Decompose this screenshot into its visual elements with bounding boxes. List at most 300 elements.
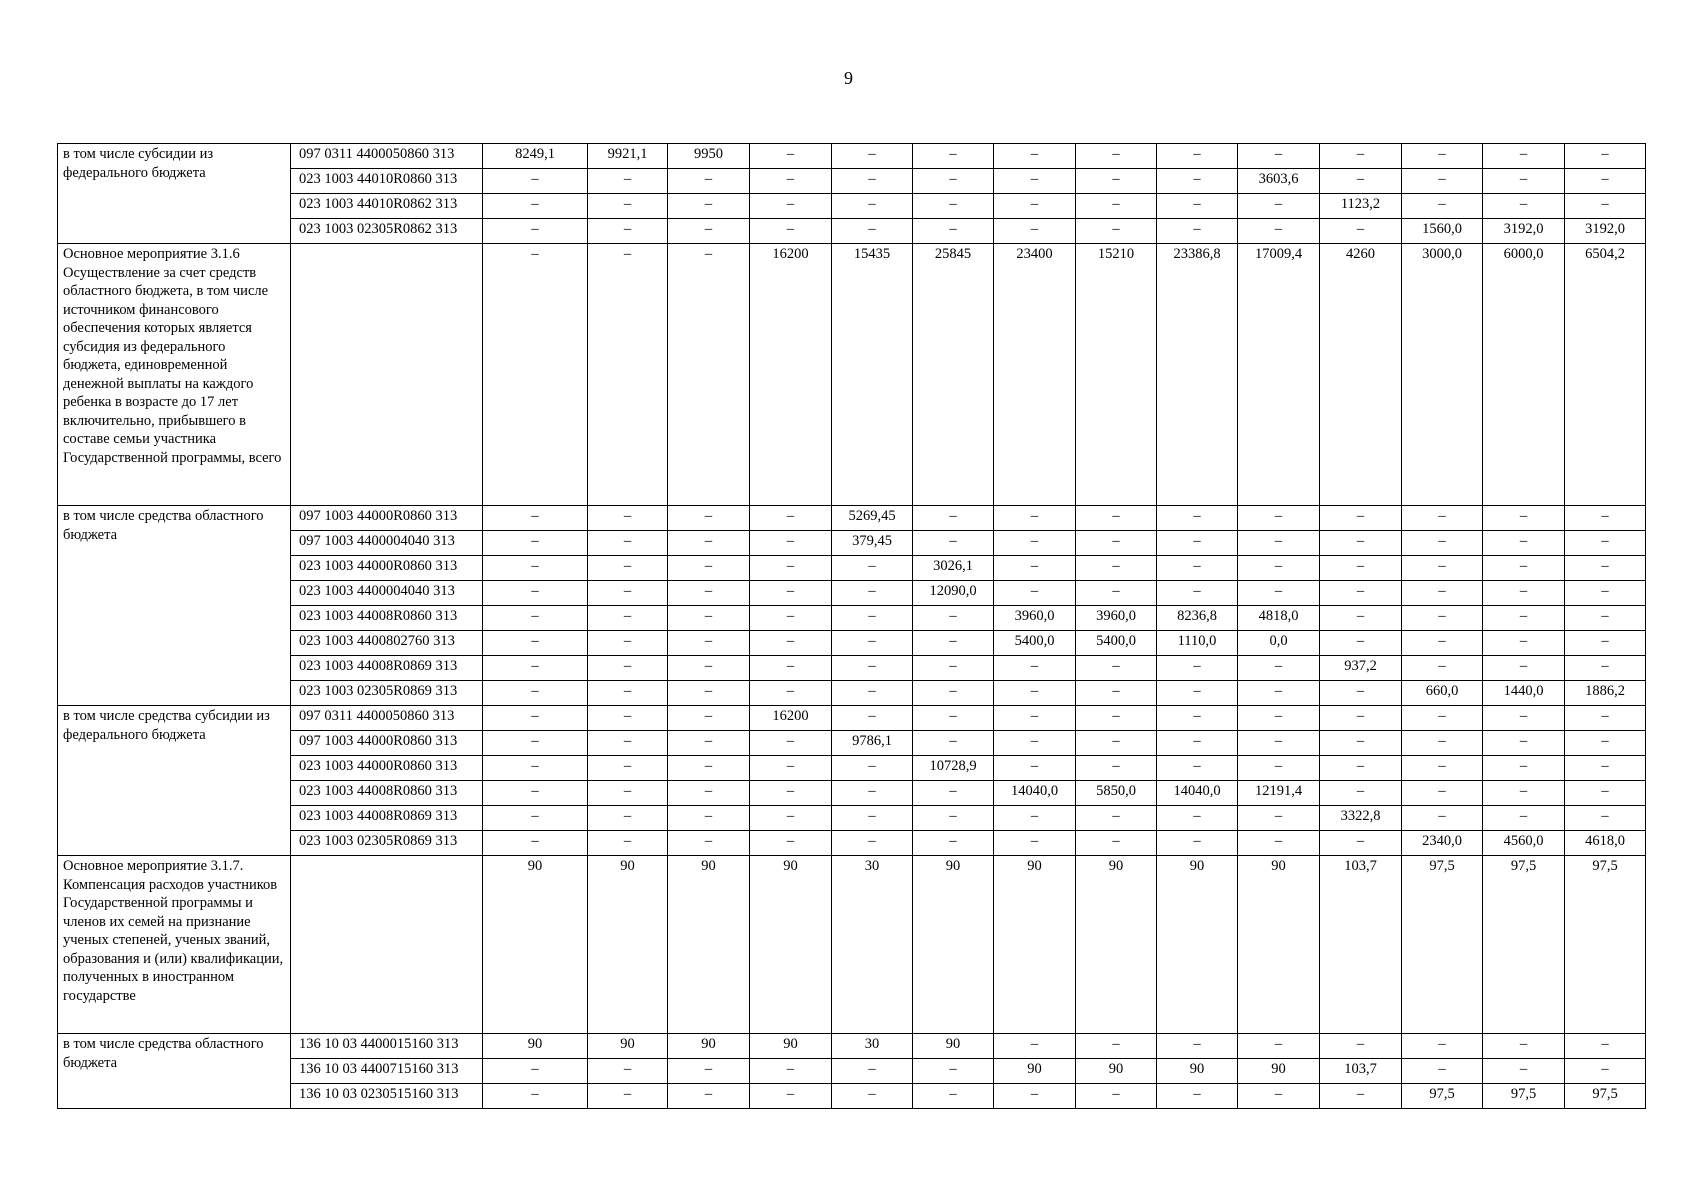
value-cell: – xyxy=(750,194,832,219)
table-row xyxy=(58,731,1646,756)
value-cell: – xyxy=(668,194,750,219)
value-cell: – xyxy=(588,656,668,681)
value-cell: – xyxy=(1402,706,1483,731)
value-cell: – xyxy=(1402,506,1483,531)
value-cell: – xyxy=(1238,656,1320,681)
value-cell: – xyxy=(994,831,1076,856)
value-cell: – xyxy=(1238,731,1320,756)
value-cell: – xyxy=(832,781,913,806)
value-cell: – xyxy=(1076,1034,1157,1059)
budget-code: 023 1003 02305R0869 313 xyxy=(291,681,483,706)
value-cell: – xyxy=(1320,219,1402,244)
value-cell: – xyxy=(483,506,588,531)
budget-code: 097 0311 4400050860 313 xyxy=(291,144,483,169)
value-cell: – xyxy=(1157,506,1238,531)
value-cell: – xyxy=(1565,706,1646,731)
value-cell: 23400 xyxy=(994,244,1076,506)
value-cell: – xyxy=(1157,681,1238,706)
value-cell: – xyxy=(1320,731,1402,756)
table-row xyxy=(58,219,1646,244)
budget-code: 023 1003 44008R0860 313 xyxy=(291,781,483,806)
value-cell: – xyxy=(483,731,588,756)
value-cell: 5269,45 xyxy=(832,506,913,531)
value-cell: – xyxy=(1238,556,1320,581)
budget-code: 097 0311 4400050860 313 xyxy=(291,706,483,731)
value-cell: – xyxy=(588,506,668,531)
value-cell: – xyxy=(1320,631,1402,656)
value-cell: 1123,2 xyxy=(1320,194,1402,219)
value-cell: 3026,1 xyxy=(913,556,994,581)
value-cell: 90 xyxy=(668,856,750,1034)
value-cell: – xyxy=(1238,194,1320,219)
value-cell: – xyxy=(588,631,668,656)
value-cell: – xyxy=(483,169,588,194)
value-cell: – xyxy=(1076,731,1157,756)
value-cell: 97,5 xyxy=(1483,856,1565,1034)
value-cell: – xyxy=(483,531,588,556)
value-cell: – xyxy=(1320,706,1402,731)
value-cell: 90 xyxy=(1157,1059,1238,1084)
value-cell: – xyxy=(1402,1059,1483,1084)
value-cell: 4260 xyxy=(1320,244,1402,506)
value-cell: – xyxy=(1402,581,1483,606)
value-cell: – xyxy=(913,194,994,219)
value-cell: 90 xyxy=(668,1034,750,1059)
value-cell: – xyxy=(913,606,994,631)
value-cell: – xyxy=(1238,144,1320,169)
value-cell: – xyxy=(1565,731,1646,756)
value-cell: – xyxy=(832,1059,913,1084)
value-cell: – xyxy=(1238,506,1320,531)
value-cell: 16200 xyxy=(750,244,832,506)
row-description: Основное мероприятие 3.1.6 Осуществление за счет средств областного бюджета, в том числе источником финансового обеспечения которых является субсидия из федерального бюджета, единовременной денежной выплаты на каждого ребенка в возрасте до 17 лет включительно, прибывшего в составе семьи участника Государственной программы, всего xyxy=(58,244,291,506)
value-cell: – xyxy=(1402,531,1483,556)
value-cell: 90 xyxy=(483,856,588,1034)
value-cell: – xyxy=(1157,169,1238,194)
value-cell: – xyxy=(994,756,1076,781)
value-cell: – xyxy=(483,756,588,781)
value-cell: – xyxy=(913,706,994,731)
value-cell: 90 xyxy=(1076,856,1157,1034)
value-cell: – xyxy=(832,581,913,606)
value-cell: – xyxy=(588,606,668,631)
value-cell: – xyxy=(1483,581,1565,606)
value-cell: – xyxy=(1076,656,1157,681)
value-cell: 97,5 xyxy=(1402,1084,1483,1109)
budget-code: 023 1003 44008R0869 313 xyxy=(291,656,483,681)
table-row xyxy=(58,631,1646,656)
value-cell: – xyxy=(994,681,1076,706)
table-row xyxy=(58,1084,1646,1109)
budget-code: 023 1003 02305R0869 313 xyxy=(291,831,483,856)
value-cell: 1560,0 xyxy=(1402,219,1483,244)
value-cell: – xyxy=(994,144,1076,169)
value-cell: – xyxy=(483,219,588,244)
value-cell: – xyxy=(750,731,832,756)
value-cell: – xyxy=(1483,656,1565,681)
value-cell: 3192,0 xyxy=(1565,219,1646,244)
value-cell: 3322,8 xyxy=(1320,806,1402,831)
value-cell: 30 xyxy=(832,1034,913,1059)
value-cell: – xyxy=(483,681,588,706)
value-cell: – xyxy=(1402,781,1483,806)
value-cell: – xyxy=(994,169,1076,194)
budget-code: 136 10 03 0230515160 313 xyxy=(291,1084,483,1109)
value-cell: – xyxy=(1565,781,1646,806)
budget-code: 023 1003 4400004040 313 xyxy=(291,581,483,606)
value-cell: – xyxy=(668,656,750,681)
value-cell: – xyxy=(994,1034,1076,1059)
budget-code: 023 1003 44000R0860 313 xyxy=(291,556,483,581)
value-cell: – xyxy=(1483,556,1565,581)
table-row xyxy=(58,856,1646,1034)
value-cell: – xyxy=(1483,756,1565,781)
value-cell: – xyxy=(1483,506,1565,531)
value-cell: – xyxy=(1157,219,1238,244)
value-cell: 14040,0 xyxy=(994,781,1076,806)
value-cell: – xyxy=(1238,706,1320,731)
value-cell: – xyxy=(913,681,994,706)
value-cell: – xyxy=(1157,706,1238,731)
value-cell: 4818,0 xyxy=(1238,606,1320,631)
value-cell: 5400,0 xyxy=(1076,631,1157,656)
value-cell: – xyxy=(668,681,750,706)
value-cell: – xyxy=(750,831,832,856)
value-cell: – xyxy=(832,194,913,219)
value-cell: – xyxy=(1076,831,1157,856)
value-cell: 97,5 xyxy=(1565,856,1646,1034)
value-cell: – xyxy=(483,244,588,506)
value-cell: 90 xyxy=(588,856,668,1034)
value-cell: – xyxy=(1402,144,1483,169)
value-cell: – xyxy=(913,781,994,806)
value-cell: – xyxy=(832,681,913,706)
value-cell: 103,7 xyxy=(1320,1059,1402,1084)
value-cell: 97,5 xyxy=(1483,1084,1565,1109)
value-cell: – xyxy=(588,731,668,756)
table-row xyxy=(58,144,1646,169)
value-cell: 90 xyxy=(1076,1059,1157,1084)
value-cell: – xyxy=(483,781,588,806)
table-row xyxy=(58,244,1646,506)
value-cell: 4618,0 xyxy=(1565,831,1646,856)
value-cell: – xyxy=(668,169,750,194)
value-cell: – xyxy=(483,631,588,656)
value-cell: – xyxy=(1483,606,1565,631)
budget-code: 097 1003 44000R0860 313 xyxy=(291,506,483,531)
value-cell: – xyxy=(994,219,1076,244)
value-cell: 5400,0 xyxy=(994,631,1076,656)
value-cell: – xyxy=(1483,781,1565,806)
value-cell: 9921,1 xyxy=(588,144,668,169)
value-cell: – xyxy=(750,781,832,806)
value-cell: – xyxy=(750,169,832,194)
value-cell: – xyxy=(1483,144,1565,169)
value-cell: – xyxy=(483,806,588,831)
value-cell: – xyxy=(483,606,588,631)
table-row xyxy=(58,756,1646,781)
value-cell: – xyxy=(1320,1084,1402,1109)
value-cell: – xyxy=(1402,756,1483,781)
value-cell: – xyxy=(1157,1084,1238,1109)
value-cell: – xyxy=(1238,581,1320,606)
value-cell: 0,0 xyxy=(1238,631,1320,656)
value-cell: 15435 xyxy=(832,244,913,506)
value-cell: – xyxy=(913,169,994,194)
value-cell: – xyxy=(1320,1034,1402,1059)
value-cell: – xyxy=(1565,581,1646,606)
value-cell: – xyxy=(1483,1034,1565,1059)
value-cell: – xyxy=(750,506,832,531)
value-cell: – xyxy=(1402,606,1483,631)
value-cell: – xyxy=(913,631,994,656)
value-cell: – xyxy=(668,781,750,806)
value-cell: 90 xyxy=(994,856,1076,1034)
value-cell: – xyxy=(668,1059,750,1084)
budget-code: 023 1003 44008R0860 313 xyxy=(291,606,483,631)
value-cell: – xyxy=(668,806,750,831)
budget-code: 023 1003 44010R0862 313 xyxy=(291,194,483,219)
value-cell: – xyxy=(588,556,668,581)
value-cell: – xyxy=(1076,706,1157,731)
value-cell: – xyxy=(1402,169,1483,194)
value-cell: – xyxy=(588,706,668,731)
table-row xyxy=(58,169,1646,194)
value-cell: 9950 xyxy=(668,144,750,169)
value-cell: – xyxy=(1483,731,1565,756)
value-cell: 6000,0 xyxy=(1483,244,1565,506)
value-cell: – xyxy=(994,656,1076,681)
value-cell: – xyxy=(668,506,750,531)
value-cell: – xyxy=(750,219,832,244)
value-cell: 25845 xyxy=(913,244,994,506)
value-cell: – xyxy=(913,806,994,831)
value-cell: 90 xyxy=(1157,856,1238,1034)
value-cell: – xyxy=(588,1084,668,1109)
value-cell: – xyxy=(832,756,913,781)
value-cell: – xyxy=(1565,169,1646,194)
value-cell: 90 xyxy=(588,1034,668,1059)
value-cell: – xyxy=(1565,631,1646,656)
value-cell: – xyxy=(1565,806,1646,831)
value-cell: – xyxy=(668,531,750,556)
value-cell: – xyxy=(832,831,913,856)
value-cell: – xyxy=(750,631,832,656)
value-cell: 937,2 xyxy=(1320,656,1402,681)
value-cell: – xyxy=(994,531,1076,556)
value-cell: – xyxy=(1402,731,1483,756)
value-cell: – xyxy=(588,581,668,606)
value-cell: – xyxy=(1565,606,1646,631)
table-row xyxy=(58,581,1646,606)
value-cell: – xyxy=(1157,531,1238,556)
value-cell: – xyxy=(750,756,832,781)
value-cell: 90 xyxy=(913,1034,994,1059)
value-cell: 660,0 xyxy=(1402,681,1483,706)
table-row xyxy=(58,806,1646,831)
value-cell: – xyxy=(668,1084,750,1109)
value-cell: – xyxy=(483,1059,588,1084)
value-cell: 90 xyxy=(913,856,994,1034)
value-cell: – xyxy=(913,731,994,756)
value-cell: – xyxy=(750,581,832,606)
value-cell: – xyxy=(483,1084,588,1109)
value-cell: – xyxy=(750,656,832,681)
value-cell: – xyxy=(1483,706,1565,731)
value-cell: 15210 xyxy=(1076,244,1157,506)
value-cell: – xyxy=(1238,1034,1320,1059)
value-cell: – xyxy=(832,169,913,194)
value-cell: 5850,0 xyxy=(1076,781,1157,806)
value-cell: – xyxy=(832,219,913,244)
row-description: в том числе субсидии из федерального бюджета xyxy=(58,144,291,244)
value-cell: – xyxy=(750,681,832,706)
value-cell: 8249,1 xyxy=(483,144,588,169)
value-cell: – xyxy=(1157,144,1238,169)
value-cell: – xyxy=(588,781,668,806)
value-cell: – xyxy=(588,531,668,556)
value-cell: 97,5 xyxy=(1402,856,1483,1034)
value-cell: – xyxy=(588,806,668,831)
value-cell: – xyxy=(832,706,913,731)
value-cell: – xyxy=(1483,631,1565,656)
value-cell: – xyxy=(1320,831,1402,856)
value-cell: – xyxy=(1565,194,1646,219)
value-cell: 103,7 xyxy=(1320,856,1402,1034)
value-cell: – xyxy=(1483,806,1565,831)
value-cell: – xyxy=(913,831,994,856)
value-cell: – xyxy=(832,631,913,656)
value-cell: – xyxy=(1076,681,1157,706)
budget-code xyxy=(291,244,483,506)
table-row xyxy=(58,194,1646,219)
value-cell: – xyxy=(1157,556,1238,581)
table-row xyxy=(58,1059,1646,1084)
page-number: 9 xyxy=(844,68,853,88)
value-cell: – xyxy=(668,756,750,781)
value-cell: – xyxy=(1157,1034,1238,1059)
value-cell: – xyxy=(1076,806,1157,831)
value-cell: – xyxy=(832,556,913,581)
value-cell: – xyxy=(1238,219,1320,244)
value-cell: – xyxy=(994,556,1076,581)
value-cell: 6504,2 xyxy=(1565,244,1646,506)
value-cell: – xyxy=(1483,169,1565,194)
value-cell: – xyxy=(832,1084,913,1109)
value-cell: – xyxy=(750,606,832,631)
value-cell: – xyxy=(1076,506,1157,531)
value-cell: – xyxy=(913,1059,994,1084)
value-cell: 2340,0 xyxy=(1402,831,1483,856)
value-cell: – xyxy=(1565,1034,1646,1059)
row-description: Основное мероприятие 3.1.7. Компенсация расходов участников Государственной программы и членов их семей на признание ученых степеней, ученых званий, образования и (или) квалификации, полученных в иностранном государстве xyxy=(58,856,291,1034)
value-cell: – xyxy=(668,731,750,756)
value-cell: 3192,0 xyxy=(1483,219,1565,244)
value-cell: – xyxy=(1565,756,1646,781)
value-cell: – xyxy=(483,656,588,681)
value-cell: – xyxy=(668,631,750,656)
value-cell: – xyxy=(913,1084,994,1109)
value-cell: – xyxy=(1076,194,1157,219)
value-cell: – xyxy=(483,194,588,219)
value-cell: – xyxy=(1402,1034,1483,1059)
value-cell: – xyxy=(1238,681,1320,706)
value-cell: – xyxy=(832,806,913,831)
value-cell: – xyxy=(483,706,588,731)
value-cell: 3000,0 xyxy=(1402,244,1483,506)
value-cell: – xyxy=(750,556,832,581)
value-cell: – xyxy=(994,731,1076,756)
value-cell: – xyxy=(1157,731,1238,756)
value-cell: – xyxy=(1157,581,1238,606)
value-cell: – xyxy=(1076,556,1157,581)
value-cell: – xyxy=(1402,656,1483,681)
value-cell: – xyxy=(913,219,994,244)
value-cell: – xyxy=(1320,531,1402,556)
value-cell: – xyxy=(994,706,1076,731)
value-cell: 90 xyxy=(750,856,832,1034)
value-cell: – xyxy=(1157,656,1238,681)
value-cell: – xyxy=(1565,531,1646,556)
value-cell: – xyxy=(1076,531,1157,556)
value-cell: – xyxy=(994,581,1076,606)
value-cell: – xyxy=(1157,806,1238,831)
value-cell: – xyxy=(588,681,668,706)
value-cell: – xyxy=(1157,194,1238,219)
value-cell: – xyxy=(668,556,750,581)
value-cell: – xyxy=(1076,169,1157,194)
value-cell: – xyxy=(1320,144,1402,169)
value-cell: – xyxy=(1076,1084,1157,1109)
budget-code: 023 1003 44000R0860 313 xyxy=(291,756,483,781)
value-cell: – xyxy=(750,1084,832,1109)
value-cell: 1440,0 xyxy=(1483,681,1565,706)
value-cell: – xyxy=(1320,556,1402,581)
value-cell: 90 xyxy=(1238,1059,1320,1084)
budget-code: 023 1003 44008R0869 313 xyxy=(291,806,483,831)
value-cell: – xyxy=(1238,831,1320,856)
budget-code: 023 1003 44010R0860 313 xyxy=(291,169,483,194)
value-cell: – xyxy=(483,581,588,606)
value-cell: – xyxy=(750,806,832,831)
value-cell: 9786,1 xyxy=(832,731,913,756)
value-cell: – xyxy=(994,194,1076,219)
budget-code: 097 1003 44000R0860 313 xyxy=(291,731,483,756)
value-cell: 17009,4 xyxy=(1238,244,1320,506)
value-cell: 90 xyxy=(750,1034,832,1059)
value-cell: 12090,0 xyxy=(913,581,994,606)
value-cell: – xyxy=(588,1059,668,1084)
value-cell: – xyxy=(750,144,832,169)
value-cell: – xyxy=(483,556,588,581)
table-row xyxy=(58,506,1646,531)
value-cell: – xyxy=(668,581,750,606)
value-cell: – xyxy=(913,506,994,531)
value-cell: – xyxy=(1238,531,1320,556)
value-cell: – xyxy=(1076,144,1157,169)
budget-code: 023 1003 4400802760 313 xyxy=(291,631,483,656)
value-cell: – xyxy=(1483,194,1565,219)
table-row xyxy=(58,706,1646,731)
value-cell: 90 xyxy=(1238,856,1320,1034)
value-cell: – xyxy=(1320,781,1402,806)
row-description: в том числе средства областного бюджета xyxy=(58,1034,291,1109)
value-cell: – xyxy=(1320,756,1402,781)
value-cell: – xyxy=(1565,506,1646,531)
value-cell: – xyxy=(1238,806,1320,831)
value-cell: – xyxy=(1076,219,1157,244)
value-cell: 16200 xyxy=(750,706,832,731)
